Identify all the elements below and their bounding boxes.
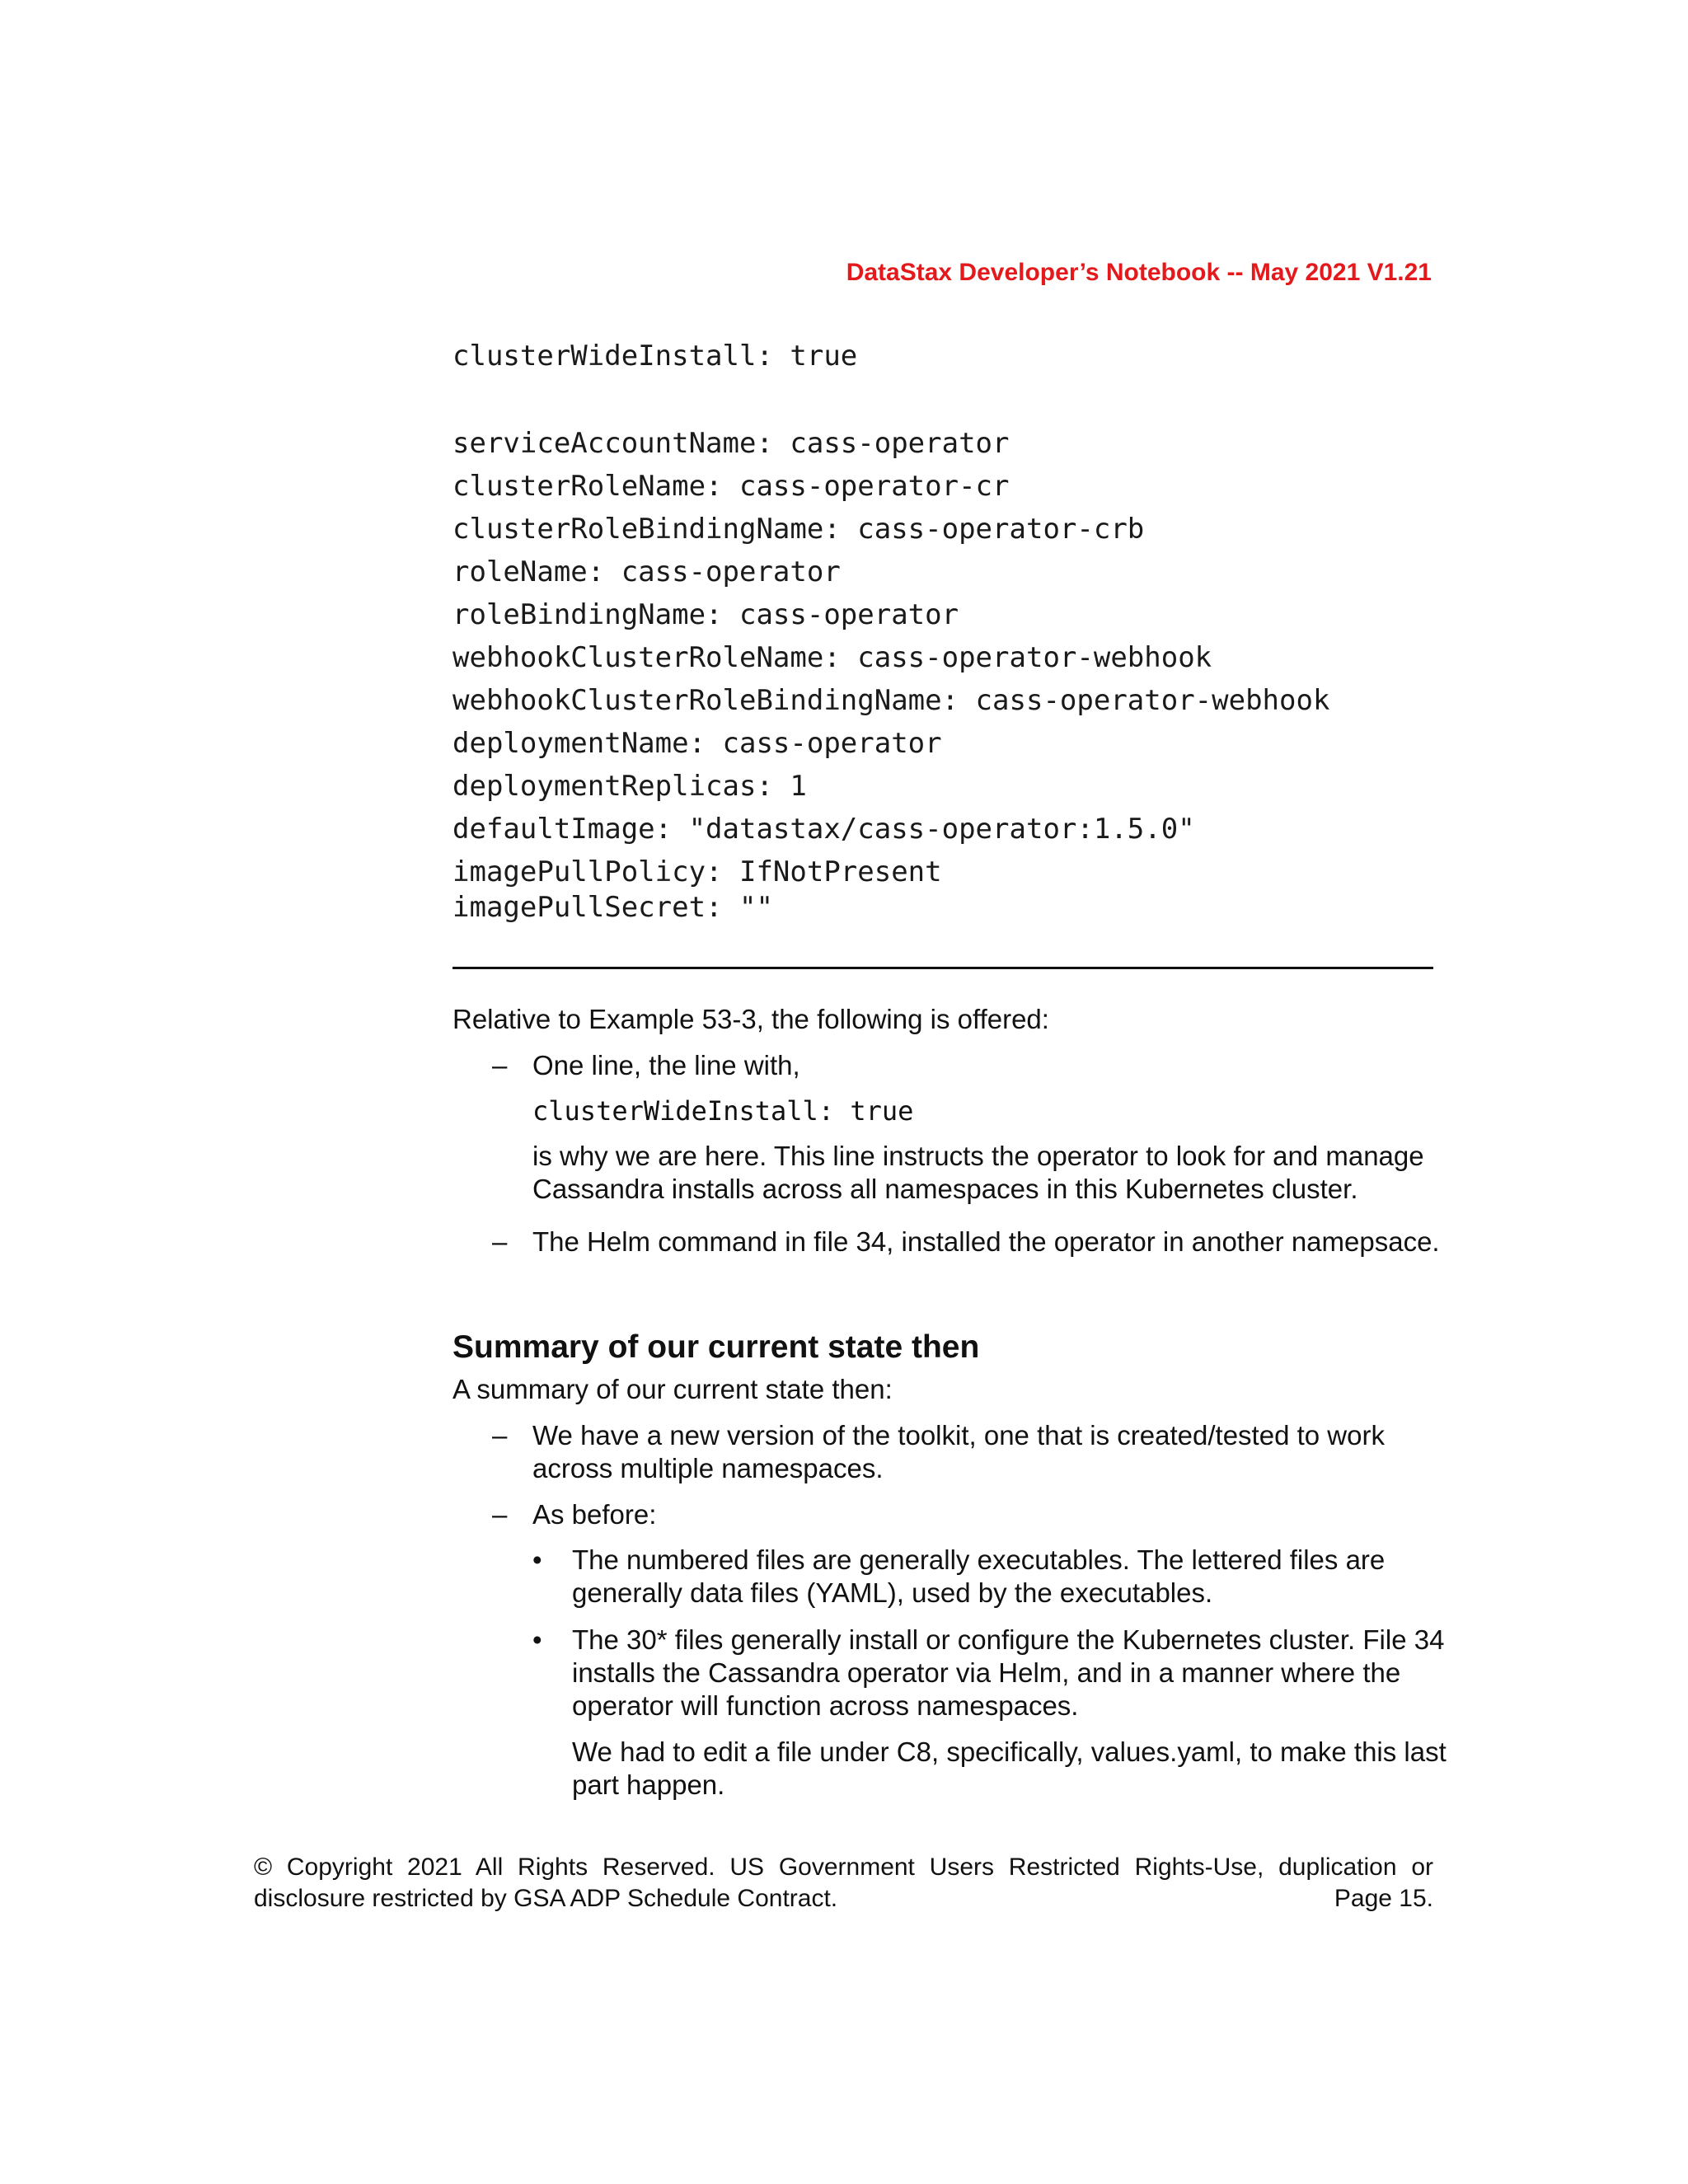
page-footer: [254, 1852, 1433, 1915]
code-line: deploymentName: cass-operator: [452, 727, 942, 760]
summary-intro: A summary of our current state then:: [452, 1374, 893, 1404]
code-line: clusterWideInstall: true: [452, 340, 858, 373]
list-item: [492, 1226, 1448, 1258]
list-item-lead: One line, the line with,: [532, 1050, 800, 1080]
code-line-blank: [452, 377, 1329, 422]
bullet-marker: •: [532, 1624, 542, 1655]
code-line: webhookClusterRoleName: cass-operator-webhook: [452, 641, 1212, 674]
code-line: deploymentReplicas: 1: [452, 770, 807, 803]
list-item-text: We have a new version of the toolkit, one that is created/tested to work across multiple namespaces.: [532, 1420, 1385, 1483]
list-item-text: As before:: [532, 1499, 657, 1530]
code-line: imagePullSecret: "": [452, 891, 773, 924]
dash-marker: –: [492, 1050, 508, 1080]
code-example: [452, 335, 1329, 929]
list-item: [492, 1498, 1448, 1531]
list-item-text: The Helm command in file 34, installed the operator in another namepsace.: [532, 1226, 1440, 1257]
code-line: webhookClusterRoleBindingName: cass-operator-webhook: [452, 684, 1330, 717]
code-line: clusterRoleBindingName: cass-operator-crb: [452, 513, 1145, 546]
list-item: [492, 1049, 1448, 1206]
list-item: [492, 1419, 1448, 1485]
discussion-intro: Relative to Example 53-3, the following is offered:: [452, 1004, 1049, 1034]
sub-list-item-note: We had to edit a file under C8, specifically, values.yaml, to make this last part happen.: [572, 1736, 1447, 1800]
dash-marker: –: [492, 1420, 508, 1451]
code-line: imagePullPolicy: IfNotPresent: [452, 855, 942, 888]
sub-list-item: [532, 1624, 1447, 1802]
sub-list-item-text: The numbered files are generally executables. The lettered files are generally data files (YAML), used by the executables.: [572, 1544, 1386, 1608]
sub-list-item: [532, 1544, 1447, 1610]
code-line: roleBindingName: cass-operator: [452, 598, 959, 631]
dash-marker: –: [492, 1226, 508, 1257]
page-number: Page 15.: [1334, 1885, 1433, 1912]
section-divider: [452, 967, 1433, 969]
sub-list-item-text: The 30* files generally install or configure the Kubernetes cluster. File 34 installs the Cassandra operator via Helm, and in a manner where the operator will function across namespaces.: [572, 1624, 1445, 1721]
copyright-notice-continued: disclosure restricted by GSA ADP Schedule Contract.: [254, 1885, 838, 1912]
running-header: DataStax Developer’s Notebook -- May 2021 V1.21: [846, 259, 1432, 286]
code-line: clusterRoleName: cass-operator-cr: [452, 470, 1010, 503]
code-line: defaultImage: "datastax/cass-operator:1.5.0": [452, 813, 1195, 846]
code-line: serviceAccountName: cass-operator: [452, 427, 1010, 460]
bullet-marker: •: [532, 1544, 542, 1575]
code-line: roleName: cass-operator: [452, 555, 841, 588]
list-item-text: is why we are here. This line instructs the operator to look for and manage Cassandra installs across all namespaces in this Kubernetes cluster.: [532, 1141, 1424, 1204]
copyright-notice: © Copyright 2021 All Rights Reserved. US Government Users Restricted Rights-Use, duplication or: [254, 1854, 1433, 1881]
inline-code: clusterWideInstall: true: [532, 1095, 914, 1127]
dash-marker: –: [492, 1499, 508, 1530]
section-heading: Summary of our current state then: [452, 1329, 980, 1365]
